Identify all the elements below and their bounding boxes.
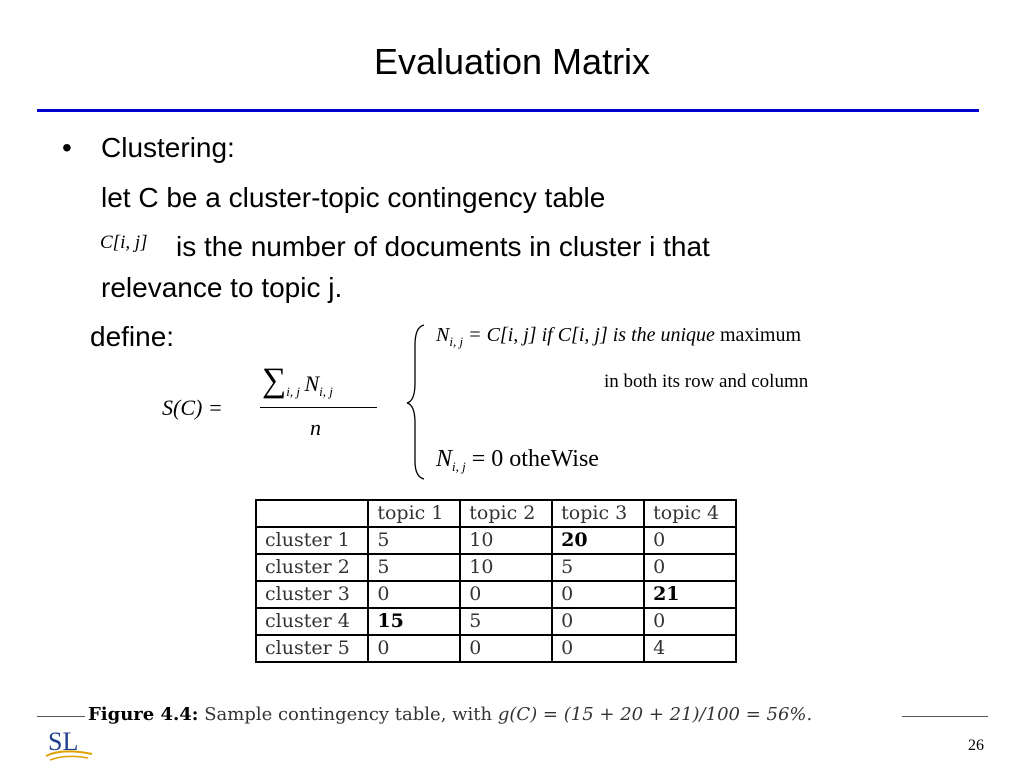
table-cell: 0 [368, 581, 460, 608]
table-cell: 4 [644, 635, 736, 662]
row-label-cell: cluster 2 [256, 554, 368, 581]
table-cell: 10 [460, 554, 552, 581]
cases-brace [404, 323, 428, 481]
table-row [256, 527, 736, 554]
caption-label: Figure 4.4: [88, 704, 199, 725]
cij-symbol: C[i, j] [100, 232, 148, 253]
slide-title: Evaluation Matrix [373, 41, 651, 82]
table-cell: 0 [552, 581, 644, 608]
table-row [256, 581, 736, 608]
numerator-term: N [304, 371, 320, 396]
logo-icon [44, 726, 94, 762]
row-label-cell: cluster 1 [256, 527, 368, 554]
table-cell: 5 [552, 554, 644, 581]
caption-text: Sample contingency table, with [204, 704, 493, 725]
table-cell: 0 [644, 608, 736, 635]
table-cell: 0 [552, 635, 644, 662]
table-row [256, 554, 736, 581]
table-cell: 5 [368, 527, 460, 554]
formula-numerator [262, 362, 333, 400]
table-header-cell: topic 2 [460, 500, 552, 527]
case-2-value: = 0 otheWise [465, 446, 599, 472]
definition-line-2: is the number of documents in cluster i that [176, 231, 710, 262]
bullet-marker: • [62, 132, 72, 163]
sum-subscript: i, j [286, 384, 300, 399]
table-row [256, 635, 736, 662]
table-cell: 15 [368, 608, 460, 635]
table-header-row [256, 500, 736, 527]
table-cell: 0 [368, 635, 460, 662]
caption-rule-left [37, 716, 85, 717]
formula-lhs: S(C) = [162, 395, 223, 420]
case-2 [436, 446, 599, 473]
caption-math: g(C) = (15 + 20 + 21)/100 = 56%. [497, 704, 813, 725]
table-cell: 5 [460, 608, 552, 635]
case-2-N: N [436, 446, 453, 472]
sum-symbol: ∑ [262, 362, 287, 399]
title-divider [37, 109, 979, 112]
definition-line-3: relevance to topic j. [101, 272, 343, 303]
table-cell: 0 [460, 581, 552, 608]
case-1-continuation: in both its row and column [604, 371, 809, 392]
formula-denominator: n [310, 415, 321, 440]
table-cell: 0 [644, 527, 736, 554]
row-label-cell: cluster 4 [256, 608, 368, 635]
table-cell: 20 [552, 527, 644, 554]
page-number: 26 [968, 737, 984, 754]
row-label-cell: cluster 5 [256, 635, 368, 662]
table-cell: 0 [552, 608, 644, 635]
define-label: define: [90, 321, 175, 352]
table-cell: 0 [644, 554, 736, 581]
case-1-maximum: maximum [719, 324, 802, 346]
table-cell: 10 [460, 527, 552, 554]
table-cell: 21 [644, 581, 736, 608]
definition-line-1: let C be a cluster-topic contingency table [101, 182, 606, 213]
table-row [256, 608, 736, 635]
case-1-subscript: i, j [449, 334, 464, 349]
figure-caption [88, 704, 812, 725]
case-1-condition: = C[i, j] if C[i, j] is the unique [463, 324, 720, 346]
case-2-subscript: i, j [452, 459, 466, 474]
row-label-cell: cluster 3 [256, 581, 368, 608]
table-header-cell: topic 4 [644, 500, 736, 527]
table-corner-cell [256, 500, 368, 527]
fraction-bar [260, 407, 377, 408]
case-1-N: N [436, 324, 450, 346]
table-cell: 0 [460, 635, 552, 662]
table-cell: 5 [368, 554, 460, 581]
table-header-cell: topic 3 [552, 500, 644, 527]
contingency-table [255, 499, 737, 663]
numerator-term-subscript: i, j [319, 384, 333, 399]
svg-text:SL: SL [48, 727, 79, 756]
case-1 [436, 324, 801, 347]
caption-rule-right [902, 716, 988, 717]
table-header-cell: topic 1 [368, 500, 460, 527]
bullet-heading: Clustering: [101, 132, 235, 163]
